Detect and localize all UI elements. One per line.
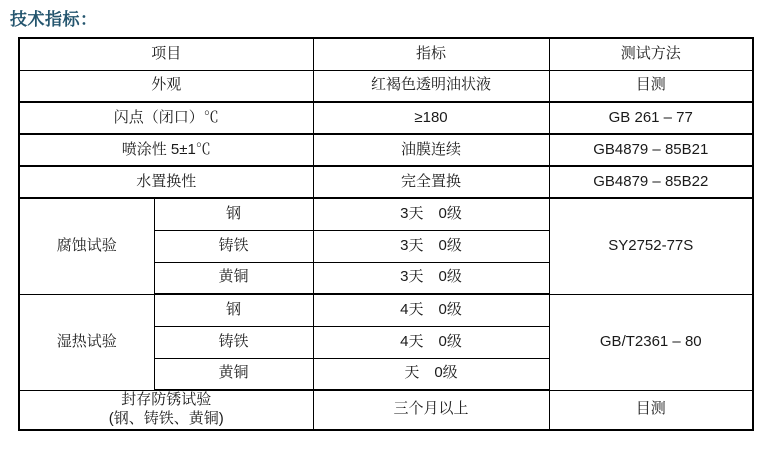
damp-heat-test-label: 湿热试验 (19, 294, 154, 390)
cell-method: GB4879 – 85B22 (549, 166, 753, 198)
cell-indicator: 红褐色透明油状液 (313, 70, 549, 102)
header-cell-item: 项目 (19, 38, 313, 70)
row-appearance (19, 70, 753, 102)
cell-material: 钢 (154, 198, 313, 230)
storage-test-label-line2: (钢、铸铁、黄铜) (108, 409, 224, 427)
row-storage-rust-test (19, 390, 753, 430)
row-water-displacement (19, 166, 753, 198)
cell-indicator: 3天 0级 (313, 230, 549, 262)
specs-table (18, 37, 754, 431)
corrosion-test-method: SY2752-77S (549, 198, 753, 294)
cell-material: 铸铁 (154, 230, 313, 262)
row-flash-point (19, 102, 753, 134)
cell-item: 水置换性 (19, 166, 313, 198)
cell-indicator: 3天 0级 (313, 198, 549, 230)
cell-item: 外观 (19, 70, 313, 102)
cell-material: 黄铜 (154, 262, 313, 294)
cell-method: GB4879 – 85B21 (549, 134, 753, 166)
row-sprayability (19, 134, 753, 166)
section-title: 技术指标： (10, 10, 98, 29)
cell-indicator: 油膜连续 (313, 134, 549, 166)
storage-test-label-line1: 封存防锈试验 (121, 391, 212, 408)
cell-indicator: 3天 0级 (313, 262, 549, 294)
cell-material: 铸铁 (154, 326, 313, 358)
corrosion-test-label: 腐蚀试验 (19, 198, 154, 294)
cell-indicator: ≥180 (313, 102, 549, 134)
row-corrosion-steel (19, 198, 753, 230)
cell-item: 闪点（闭口）℃ (19, 102, 313, 134)
cell-item (19, 390, 313, 430)
header-cell-method: 测试方法 (549, 38, 753, 70)
cell-indicator: 完全置换 (313, 166, 549, 198)
header-cell-indicator: 指标 (313, 38, 549, 70)
cell-method: 目测 (549, 390, 753, 430)
cell-indicator: 4天 0级 (313, 294, 549, 326)
row-damp-heat-steel (19, 294, 753, 326)
cell-material: 黄铜 (154, 358, 313, 390)
cell-indicator: 4天 0级 (313, 326, 549, 358)
cell-method: GB 261 – 77 (549, 102, 753, 134)
cell-item: 喷涂性 5±1℃ (19, 134, 313, 166)
damp-heat-test-method: GB/T2361 – 80 (549, 294, 753, 390)
cell-method: 目测 (549, 70, 753, 102)
cell-material: 钢 (154, 294, 313, 326)
cell-indicator: 天 0级 (313, 358, 549, 390)
cell-indicator: 三个月以上 (313, 390, 549, 430)
table-header-row (19, 38, 753, 70)
